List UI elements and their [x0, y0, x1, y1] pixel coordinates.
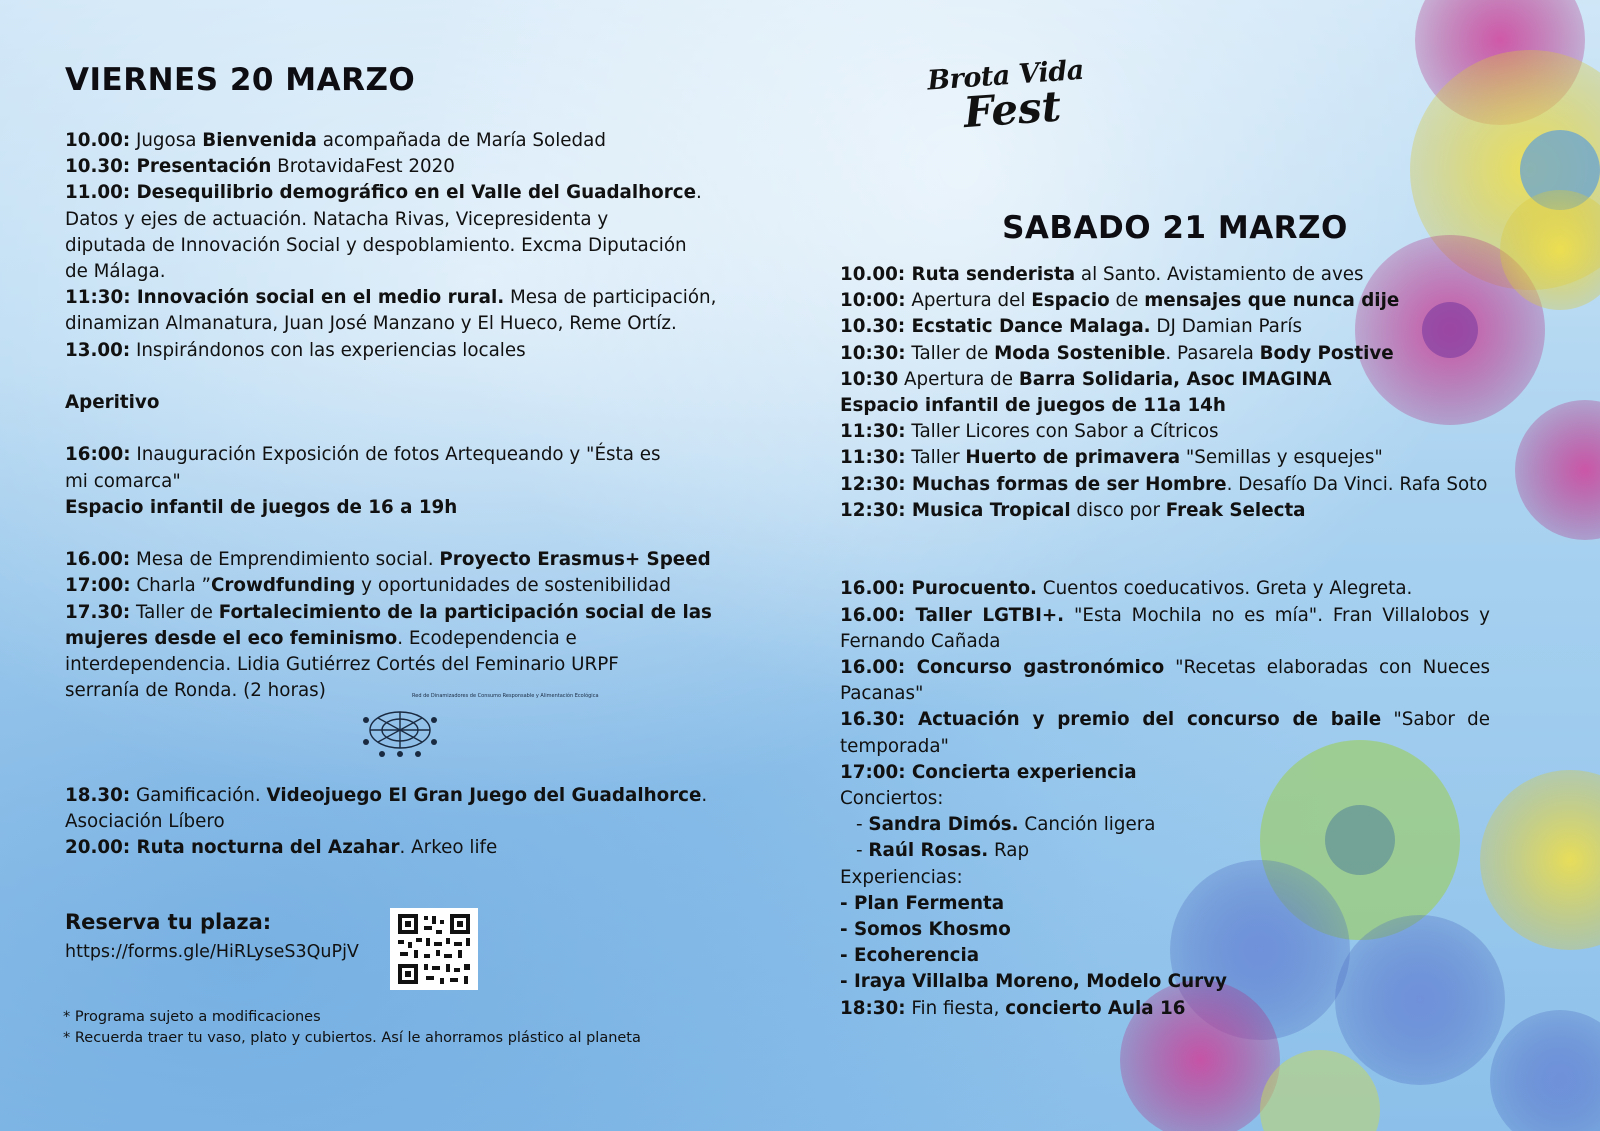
schedule-line	[65, 128, 725, 154]
schedule-line	[840, 367, 1490, 393]
bold-text: Aperitivo	[65, 392, 160, 414]
schedule-line	[840, 655, 1490, 681]
qr-code-icon[interactable]	[390, 908, 478, 990]
bold-text: 16.00: Concurso gastronómico	[840, 657, 1165, 679]
schedule-line	[65, 521, 725, 547]
bold-text: Espacio infantil de juegos de 11a 14h	[840, 395, 1226, 417]
schedule-line	[840, 629, 1490, 655]
schedule-line	[840, 419, 1490, 445]
text: "Sabor de	[1381, 709, 1490, 731]
schedule-line	[65, 652, 725, 678]
bold-text: Videojuego El Gran Juego del Guadalhorce	[266, 784, 702, 806]
saturday-schedule	[840, 262, 1490, 1022]
text: disco por	[1070, 499, 1166, 521]
schedule-line	[840, 812, 1490, 838]
bold-text: Fortalecimiento de la participación social de las	[218, 601, 712, 623]
schedule-line	[65, 809, 725, 835]
friday-title: VIERNES 20 MARZO	[65, 62, 416, 98]
bold-text: mensajes que nunca dije	[1144, 290, 1400, 312]
schedule-line	[65, 626, 725, 652]
text: Jugosa	[130, 130, 203, 151]
footnote: * Recuerda traer tu vaso, plato y cubiertos. Así le ahorramos plástico al planeta	[63, 1030, 641, 1046]
schedule-line	[65, 154, 725, 180]
text: "Semillas y esquejes"	[1180, 447, 1383, 469]
bold-text: concierto Aula 16	[1005, 997, 1186, 1019]
text: Canción ligera	[1018, 814, 1156, 836]
text: "Recetas elaboradas con Nueces	[1164, 657, 1490, 679]
bold-text: 17:00: Concierta experiencia	[840, 761, 1137, 783]
bold-text: 16.00:	[65, 549, 131, 571]
text: diputada de Innovación Social y despoblamiento. Excma Diputación	[65, 234, 687, 256]
text: Charla ”	[130, 575, 211, 597]
text: Apertura de	[898, 368, 1019, 390]
schedule-line	[840, 524, 1490, 550]
bold-text: 11.00: Desequilibrio demográfico en el Valle del Guadalhorce	[65, 182, 696, 204]
bold-text: Freak Selecta	[1165, 499, 1306, 521]
text: al Santo. Avistamiento de aves	[1075, 264, 1364, 285]
saturday-title: SABADO 21 MARZO	[1002, 210, 1348, 246]
schedule-line	[65, 469, 725, 495]
bold-text: 16:00:	[65, 444, 131, 466]
text: Fernando Cañada	[840, 630, 1001, 652]
text: Inspirándonos con las experiencias locales	[130, 339, 526, 361]
footnote: * Programa sujeto a modificaciones	[63, 1009, 321, 1025]
bold-text: 10:30:	[840, 342, 906, 364]
text: dinamizan Almanatura, Juan José Manzano y El Hueco, Reme Ortíz.	[65, 313, 677, 335]
schedule-line	[840, 472, 1490, 498]
reservation-block	[65, 910, 359, 962]
schedule-line	[840, 760, 1490, 786]
schedule-line	[65, 835, 725, 861]
text: Taller Licores con Sabor a Cítricos	[905, 421, 1219, 443]
schedule-line	[840, 603, 1490, 629]
text: Taller de	[905, 342, 995, 364]
schedule-line	[65, 390, 725, 416]
bold-text: Huerto de primavera	[965, 447, 1181, 469]
text: Asociación Líbero	[65, 811, 225, 833]
bold-text: 16.00: Taller LGTBI+.	[840, 604, 1065, 626]
text: BrotavidaFest 2020	[271, 156, 455, 178]
bold-text: 10:00:	[840, 290, 906, 312]
bold-text: Moda Sostenible	[994, 342, 1166, 364]
text: DJ Damian París	[1150, 316, 1303, 338]
schedule-line	[840, 314, 1490, 340]
text: Mesa de Emprendimiento social.	[130, 549, 440, 571]
schedule-line	[65, 180, 725, 206]
saturday-section	[840, 210, 1490, 1022]
schedule-line	[840, 393, 1490, 419]
bold-text: 12:30: Musica Tropical	[840, 499, 1071, 521]
text: interdependencia. Lidia Gutiérrez Cortés del Feminario URPF	[65, 654, 619, 676]
text: Datos y ejes de actuación. Natacha Rivas, Vicepresidenta y	[65, 208, 609, 230]
bold-text: mujeres desde el eco feminismo	[65, 627, 398, 649]
schedule-line	[840, 838, 1490, 864]
bold-text: 12:30: Muchas formas de ser Hombre	[840, 473, 1227, 495]
text: y oportunidades de sostenibilidad	[355, 575, 671, 597]
reservation-url[interactable]: https://forms.gle/HiRLyseS3QuPjV	[65, 942, 359, 962]
schedule-line	[840, 969, 1490, 995]
text: . Desafío Da Vinci. Rafa Soto	[1226, 473, 1488, 495]
schedule-line	[840, 917, 1490, 943]
bold-text: Bienvenida	[202, 130, 317, 151]
schedule-line	[65, 547, 725, 573]
bold-text: 11:30:	[840, 447, 906, 469]
text: . Arkeo life	[399, 837, 498, 859]
text: .	[695, 182, 702, 204]
bold-text: 17.30:	[65, 601, 131, 623]
text: Inauguración Exposición de fotos Artequeando y "Ésta es	[130, 444, 661, 466]
text: mi comarca"	[65, 470, 181, 492]
schedule-line	[65, 207, 725, 233]
text: Gamificación.	[130, 784, 267, 806]
bold-text: 20.00: Ruta nocturna del Azahar	[65, 837, 400, 859]
bold-text: Raúl Rosas.	[868, 840, 989, 862]
text: . Ecodependencia e	[397, 627, 577, 649]
text: acompañada de María Soledad	[316, 130, 606, 151]
text: Rap	[988, 840, 1030, 862]
bold-text: Body Postive	[1259, 342, 1394, 364]
schedule-line	[840, 498, 1490, 524]
bold-text: 10.00: Ruta senderista	[840, 264, 1076, 285]
bold-text: Crowdfunding	[210, 575, 356, 597]
text: Taller de	[130, 601, 219, 623]
schedule-line	[65, 416, 725, 442]
bold-text: Espacio	[1031, 290, 1110, 312]
bold-text: 10:30	[840, 368, 899, 390]
bold-text: Proyecto Erasmus+ Speed	[439, 549, 711, 571]
bold-text: 18.30:	[65, 784, 131, 806]
reservation-title: Reserva tu plaza:	[65, 910, 272, 934]
schedule-line	[65, 783, 725, 809]
schedule-line	[65, 364, 725, 390]
schedule-line	[840, 943, 1490, 969]
bold-text: - Plan Fermenta	[840, 892, 1005, 914]
bold-text: 10.00:	[65, 130, 131, 151]
schedule-line	[840, 445, 1490, 471]
text: .	[701, 784, 708, 806]
bold-text: - Somos Khosmo	[840, 919, 1011, 941]
schedule-line	[65, 311, 725, 337]
bold-text: 11:30: Innovación social en el medio rural.	[65, 287, 505, 309]
text: Conciertos:	[840, 788, 944, 810]
text: -	[856, 814, 869, 836]
schedule-line	[65, 285, 725, 311]
bold-text: 10.30: Presentación	[65, 156, 272, 178]
schedule-line	[840, 262, 1490, 288]
text: Mesa de participación,	[504, 287, 717, 309]
schedule-line	[65, 573, 725, 599]
schedule-line	[840, 576, 1490, 602]
schedule-line	[840, 550, 1490, 576]
text: Apertura del	[905, 290, 1032, 312]
schedule-line	[65, 600, 725, 626]
schedule-line	[840, 996, 1490, 1022]
bold-text: 13.00:	[65, 339, 131, 361]
text: de Málaga.	[65, 261, 166, 283]
schedule-line	[840, 681, 1490, 707]
text: serranía de Ronda. (2 horas)	[65, 680, 326, 702]
schedule-line	[840, 891, 1490, 917]
consumo-network-logo	[352, 690, 599, 762]
schedule-line	[840, 734, 1490, 760]
schedule-line	[65, 338, 725, 364]
schedule-line	[65, 442, 725, 468]
footnotes	[63, 1007, 641, 1049]
bold-text: 10.30: Ecstatic Dance Malaga.	[840, 316, 1151, 338]
schedule-line	[840, 865, 1490, 891]
text: . Pasarela	[1165, 342, 1260, 364]
schedule-line	[840, 341, 1490, 367]
bold-text: 16.30: Actuación y premio del concurso de baile	[840, 709, 1382, 731]
text: temporada"	[840, 735, 949, 757]
bold-text: 11:30:	[840, 421, 906, 443]
text: "Esta Mochila no es mía". Fran Villalobos y	[1064, 604, 1490, 626]
logo-line-1: Brota Vida	[926, 54, 1085, 97]
text: Fin fiesta,	[905, 997, 1006, 1019]
schedule-line	[840, 288, 1490, 314]
network-logo-text: Red de Dinamizadores de Consumo Responsable y Alimentación Ecológica	[412, 693, 599, 699]
bold-text: 17:00:	[65, 575, 131, 597]
schedule-line	[65, 233, 725, 259]
text: -	[856, 840, 869, 862]
bold-text: - Ecoherencia	[840, 945, 980, 967]
bold-text: 16.00: Purocuento.	[840, 578, 1037, 600]
text: Experiencias:	[840, 866, 963, 888]
text: de	[1109, 290, 1145, 312]
text: Taller	[905, 447, 966, 469]
text: Cuentos coeducativos. Greta y Alegreta.	[1037, 578, 1413, 600]
schedule-line	[65, 495, 725, 521]
text: Pacanas"	[840, 683, 924, 705]
bold-text: - Iraya Villalba Moreno, Modelo Curvy	[840, 971, 1227, 993]
bold-text: Barra Solidaria, Asoc IMAGINA	[1018, 368, 1332, 390]
schedule-line	[65, 259, 725, 285]
bold-text: Sandra Dimós.	[868, 814, 1019, 836]
brota-vida-fest-logo	[926, 55, 1093, 176]
bold-text: 18:30:	[840, 997, 906, 1019]
logo-line-2: Fest	[962, 81, 1063, 138]
schedule-line	[840, 707, 1490, 733]
bold-text: Espacio infantil de juegos de 16 a 19h	[65, 496, 458, 518]
schedule-line	[840, 786, 1490, 812]
